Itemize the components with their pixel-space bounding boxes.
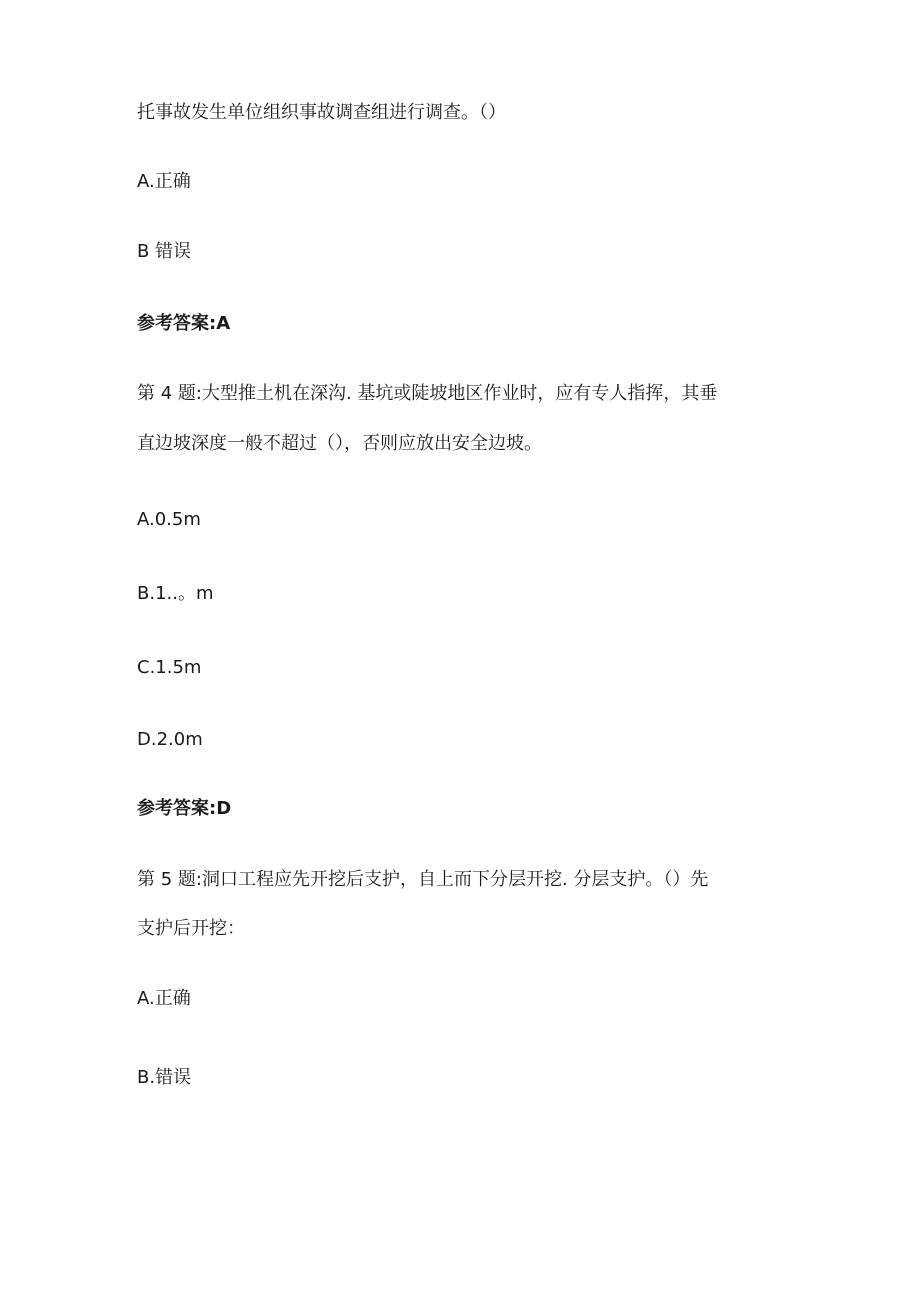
question-4-answer: 参考答案:D [137, 798, 232, 819]
question-4-stem-line-1: 第 4 题:大型推土机在深沟. 基坑或陡坡地区作业时，应有专人指挥，其垂 [137, 383, 718, 404]
question-3-stem: 托事故发生单位组织事故调查组进行调查。（） [137, 102, 506, 123]
question-3-answer: 参考答案:A [137, 313, 231, 334]
question-4-option-c: C.1.5m [137, 657, 202, 678]
question-3-option-b: B 错误 [137, 241, 192, 262]
question-5-stem-line-1: 第 5 题:洞口工程应先开挖后支护，自上而下分层开挖. 分层支护。（）先 [137, 869, 709, 890]
question-4-stem-line-2: 直边坡深度一般不超过（），否则应放出安全边坡。 [137, 433, 542, 454]
question-3-option-a: A.正确 [137, 171, 191, 192]
question-5-option-b: B.错误 [137, 1067, 192, 1088]
question-5-stem-line-2: 支护后开挖： [137, 918, 245, 939]
question-4-option-d: D.2.0m [137, 729, 203, 750]
question-5-option-a: A.正确 [137, 988, 191, 1009]
question-4-option-b: B.1..。m [137, 583, 214, 604]
question-4-option-a: A.0.5m [137, 509, 201, 530]
